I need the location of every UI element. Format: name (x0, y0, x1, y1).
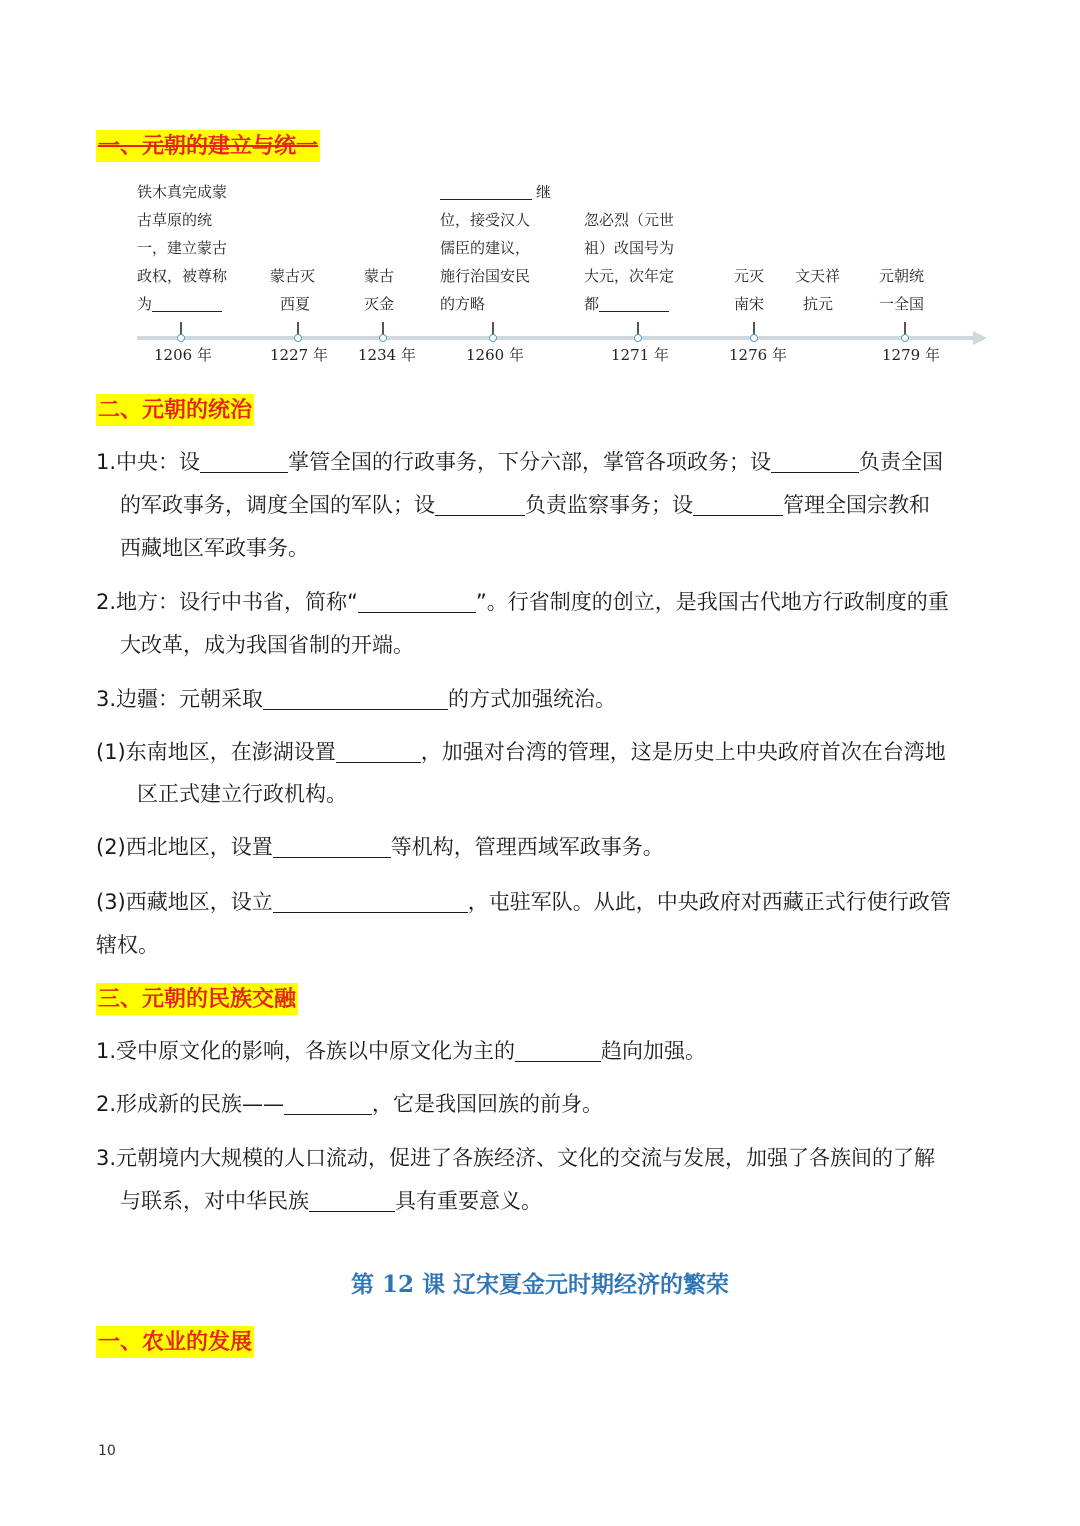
fill-blank[interactable] (273, 886, 468, 913)
section-heading-3: 三、元朝的民族交融 (96, 983, 298, 1015)
page-number: 10 (98, 1443, 116, 1459)
section-heading-4: 一、农业的发展 (96, 1326, 254, 1358)
timeline-event-8: 元朝统 一全国 (879, 267, 925, 313)
timeline-dot (634, 334, 642, 342)
timeline-event-5: 忽必烈（元世 祖）改国号为 大元，次年定 都 (584, 211, 675, 313)
fill-blank[interactable] (336, 736, 421, 763)
timeline-dot (901, 334, 909, 342)
fill-blank[interactable] (358, 586, 476, 613)
timeline-axis (137, 336, 975, 340)
timeline-year: 1227 年 (270, 346, 328, 364)
timeline-event-7: 文天祥 抗元 (795, 267, 841, 313)
fill-blank[interactable] (309, 1185, 395, 1212)
timeline-year: 1276 年 (729, 346, 787, 364)
paragraph: 与联系，对中华民族 具有重要意义。 (120, 1180, 542, 1223)
timeline-dot (379, 334, 387, 342)
timeline-dot (294, 334, 302, 342)
paragraph: 2.形成新的民族—— ，它是我国回族的前身。 (96, 1083, 603, 1126)
timeline-dot (177, 334, 185, 342)
fill-blank[interactable] (435, 489, 525, 516)
fill-blank[interactable] (515, 1035, 601, 1062)
section-heading-1: 一、元朝的建立与统一 (96, 130, 320, 162)
timeline-event-4: 继 位，接受汉人 儒臣的建议， 施行治国安民 的方略 (440, 183, 552, 313)
fill-blank[interactable] (152, 293, 222, 312)
timeline-dot (489, 334, 497, 342)
lesson-title: 第 12 课 辽宋夏金元时期经济的繁荣 (350, 1271, 730, 1298)
timeline-year: 1279 年 (882, 346, 940, 364)
timeline-year: 1260 年 (466, 346, 524, 364)
paragraph: 3.边疆：元朝采取 的方式加强统治。 (96, 678, 616, 721)
paragraph: 的军政事务，调度全国的军队；设 负责监察事务；设 管理全国宗教和 (120, 484, 930, 527)
paragraph: 大改革，成为我国省制的开端。 (120, 633, 414, 657)
fill-blank[interactable] (693, 489, 783, 516)
paragraph: 区正式建立行政机构。 (137, 782, 347, 806)
timeline-event-1: 铁木真完成蒙 古草原的统 一，建立蒙古 政权，被尊称 为 (137, 183, 228, 313)
paragraph: 1.中央：设 掌管全国的行政事务，下分六部，掌管各项政务；设 负责全国 (96, 441, 943, 484)
fill-blank[interactable] (771, 446, 859, 473)
paragraph: (3)西藏地区，设立 ，屯驻军队。从此，中央政府对西藏正式行使行政管 (96, 881, 951, 924)
paragraph: 3.元朝境内大规模的人口流动，促进了各族经济、文化的交流与发展，加强了各族间的了解 (96, 1146, 936, 1170)
paragraph: (1)东南地区，在澎湖设置 ，加强对台湾的管理，这是历史上中央政府首次在台湾地 (96, 731, 946, 774)
paragraph: 西藏地区军政事务。 (120, 536, 309, 560)
timeline-year: 1271 年 (611, 346, 669, 364)
timeline-event-6: 元灭 南宋 (734, 267, 765, 313)
fill-blank[interactable] (273, 831, 391, 858)
paragraph: 辖权。 (96, 933, 159, 957)
fill-blank[interactable] (263, 683, 448, 710)
paragraph: 2.地方：设行中书省，简称“ ”。行省制度的创立，是我国古代地方行政制度的重 (96, 581, 949, 624)
timeline-arrow (973, 331, 987, 345)
timeline-dot (750, 334, 758, 342)
fill-blank[interactable] (200, 446, 288, 473)
timeline-event-3: 蒙古 灭金 (364, 267, 395, 313)
section-heading-2: 二、元朝的统治 (96, 394, 254, 426)
fill-blank[interactable] (599, 293, 669, 312)
fill-blank[interactable] (284, 1088, 372, 1115)
timeline-year: 1206 年 (154, 346, 212, 364)
timeline-event-2: 蒙古灭 西夏 (270, 267, 316, 313)
paragraph: 1.受中原文化的影响，各族以中原文化为主的 趋向加强。 (96, 1030, 706, 1073)
paragraph: (2)西北地区，设置 等机构，管理西域军政事务。 (96, 826, 664, 869)
fill-blank[interactable] (440, 181, 532, 200)
timeline-year: 1234 年 (358, 346, 416, 364)
